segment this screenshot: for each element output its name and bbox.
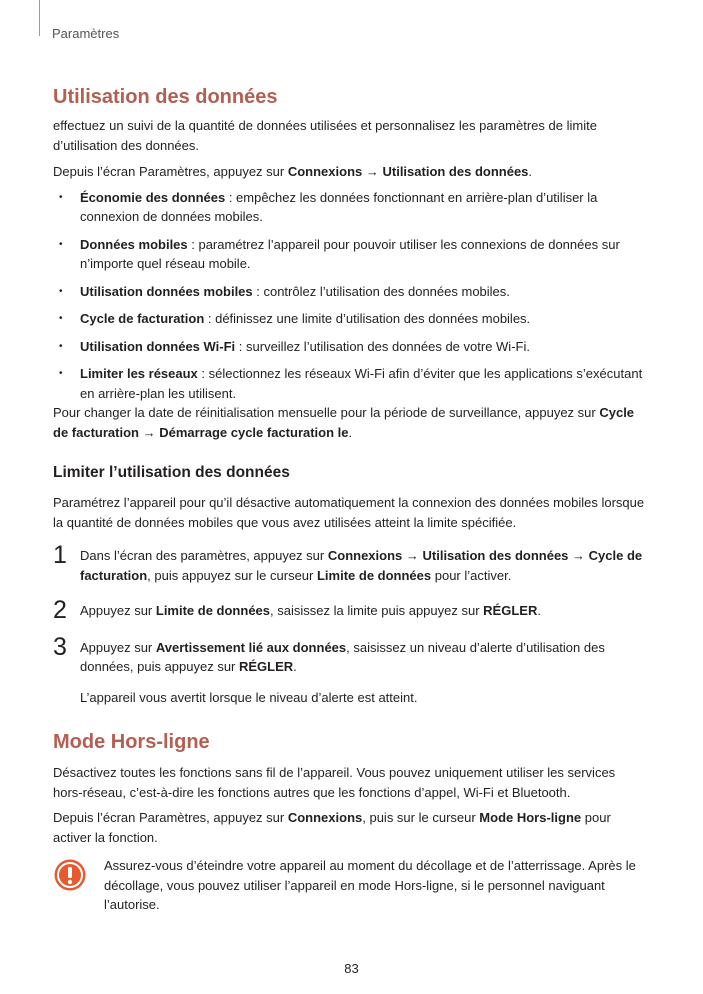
list-item: • Économie des données : empêchez les données fonctionnant en arrière-plan d’utiliser la connexion de données mobiles.: [53, 188, 648, 227]
data-usage-path: Depuis l’écran Paramètres, appuyez sur Connexions → Utilisation des données.: [53, 164, 533, 179]
step-number: 1: [53, 541, 67, 569]
step-number: 2: [53, 596, 67, 624]
step-1: 1 Dans l’écran des paramètres, appuyez sur Connexions → Utilisation des données → Cycle de facturation, puis appuyez sur le curseur Limite de données pour l’activer.: [53, 541, 643, 583]
offline-mode-intro: Désactivez toutes les fonctions sans fil de l’appareil. Vous pouvez uniquement utiliser les services hors-réseau, c’est-à-dire les fonctions autres que les fonctions d’appel, Wi-Fi et Bluetooth.: [53, 765, 616, 800]
section-title-data-usage: Utilisation des données: [53, 86, 278, 108]
page-content: [53, 84, 648, 915]
page-number: 83: [344, 961, 359, 976]
limit-data-intro: Paramétrez l’appareil pour qu’il désactive automatiquement la connexion des données mobiles lorsque la quantité de données mobiles que vous avez utilisées atteint la limite spécifiée.: [53, 495, 645, 530]
data-usage-intro: effectuez un suivi de la quantité de données utilisées et personnalisez les paramètres de limite d’utilisation des données.: [53, 118, 597, 153]
warning-text: Assurez-vous d’éteindre votre appareil au moment du décollage et de l’atterrissage. Après le décollage, vous pouvez utiliser l’appareil en mode Hors-ligne, si le personnel naviguant l’autorise.: [104, 858, 636, 912]
list-item: • Données mobiles : paramétrez l’appareil pour pouvoir utiliser les connexions de données sur n’importe quel réseau mobile.: [53, 235, 648, 274]
step-3-note: L’appareil vous avertit lorsque le niveau d’alerte est atteint.: [80, 689, 418, 705]
header-rule: [39, 0, 40, 36]
offline-mode-path: Depuis l’écran Paramètres, appuyez sur Connexions, puis sur le curseur Mode Hors-ligne pour activer la fonction.: [53, 810, 611, 845]
list-item: • Cycle de facturation : définissez une limite d’utilisation des données mobiles.: [53, 309, 648, 329]
list-item: • Utilisation données mobiles : contrôlez l’utilisation des données mobiles.: [53, 282, 648, 302]
step-2: 2 Appuyez sur Limite de données, saisissez la limite puis appuyez sur RÉGLER.: [53, 596, 541, 624]
step-3: 3 Appuyez sur Avertissement lié aux données, saisissez un niveau d’alerte d’utilisation des données, puis appuyez sur RÉGLER. L’appareil vous avertit lorsque le niveau d’alerte est atteint.: [53, 638, 648, 708]
exclamation-warning-icon: [54, 859, 86, 891]
reset-date-instructions: Pour changer la date de réinitialisation mensuelle pour la période de surveillance, appuyez sur Cycle de facturation → Démarrage cycle facturation le.: [53, 405, 635, 440]
running-header: Paramètres: [52, 26, 120, 41]
data-usage-options: [53, 188, 648, 404]
step-number: 3: [53, 632, 67, 661]
list-item: • Utilisation données Wi-Fi : surveillez l’utilisation des données de votre Wi-Fi.: [53, 337, 648, 357]
list-item: • Limiter les réseaux : sélectionnez les réseaux Wi-Fi afin d’éviter que les applications s’exécutant en arrière-plan les utilisent.: [53, 364, 648, 403]
section-title-limit-data: Limiter l’utilisation des données: [53, 464, 290, 481]
section-title-offline-mode: Mode Hors-ligne: [53, 731, 210, 753]
warning-note: [53, 856, 648, 915]
